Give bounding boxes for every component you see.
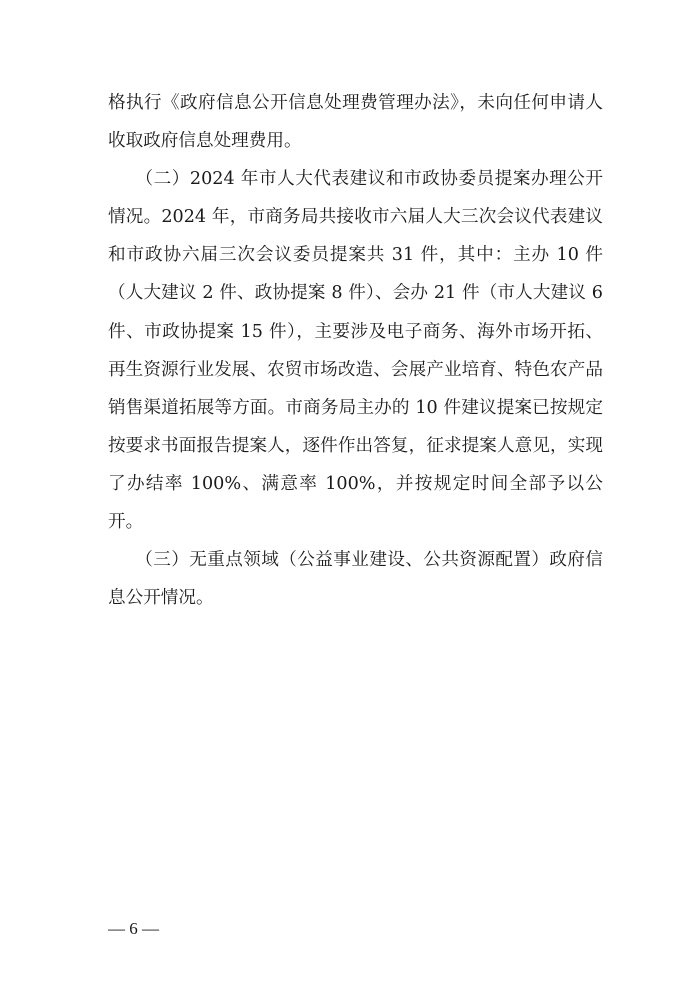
paragraph-proposals-handling: （二）2024 年市人大代表建议和市政协委员提案办理公开情况。2024 年，市商务局共接收市六届人大三次会议代表建议和市政协六届三次会议委员提案共 31 件，其中：主办 10 件（人大建议 2 件、政协提案 8 件）、会办 21 件（市人大建议 6 件、市政协提案 15 件），主要涉及电子商务、海外市场开拓、再生资源行业发展、农贸市场改造、会展产业培育、特色农产品销售渠道拓展等方面。市商务局主办的 10 件建议提案已按规定按要求书面报告提案人，逐件作出答复，征求提案人意见，实现了办结率 100%、满意率 100%，并按规定时间全部予以公开。 (108, 169, 609, 533)
page-number: — 6 — (108, 919, 159, 938)
paragraph-fee-continuation: 格执行《政府信息公开信息处理费管理办法》，未向任何申请人收取政府信息处理费用。 (108, 93, 603, 152)
paragraph-key-areas: （三）无重点领域（公益事业建设、公共资源配置）政府信息公开情况。 (108, 550, 603, 609)
body-text (108, 84, 609, 617)
